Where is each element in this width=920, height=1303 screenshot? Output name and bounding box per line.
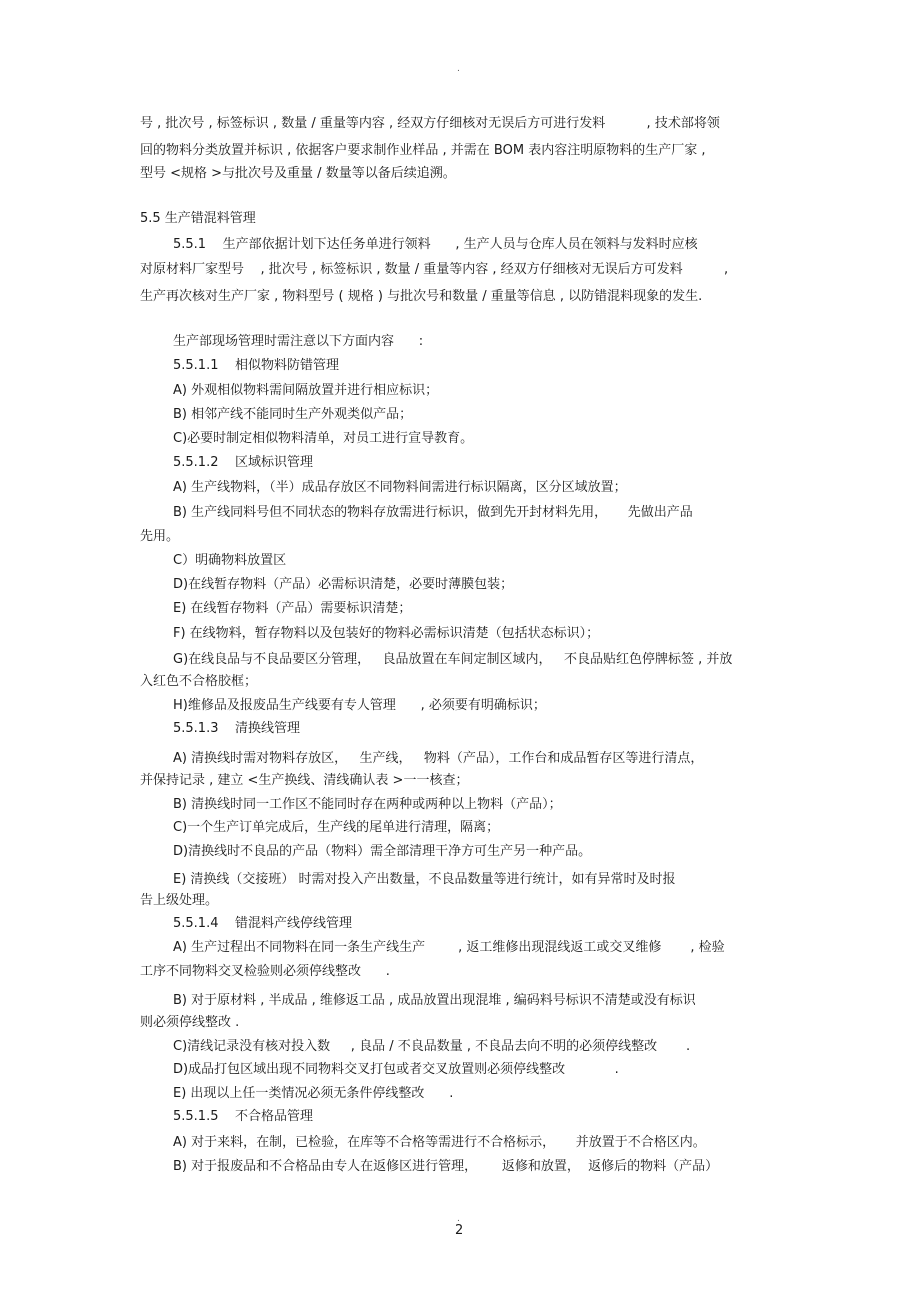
subsection-heading: 5.5.1.4 错混料产线停线管理	[173, 916, 353, 931]
subsection-heading: 5.5.1.5 不合格品管理	[173, 1109, 314, 1124]
list-item: G)在线良品与不良品要区分管理， 良品放置在车间定制区域内， 不良品贴红色停牌标签 , 并放	[173, 652, 733, 667]
text-line: 则必须停线整改 .	[140, 1015, 240, 1030]
list-item: E) 出现以上任一类情况必须无条件停线整改 .	[173, 1086, 454, 1101]
text-line: 生产部现场管理时需注意以下方面内容 :	[173, 334, 424, 349]
text-line: 生产再次核对生产厂家 , 物料型号 ( 规格 ) 与批次号和数量 / 重量等信息 , 以防错混料现象的发生.	[140, 289, 703, 304]
subsection-heading: 5.5.1.2 区域标识管理	[173, 455, 314, 470]
subsection-heading: 5.5.1.3 清换线管理	[173, 721, 301, 736]
list-item: H)维修品及报废品生产线要有专人管理 , 必须要有明确标识；	[173, 698, 546, 713]
list-item: B) 相邻产线不能同时生产外观类似产品；	[173, 407, 413, 422]
list-item: E) 在线暂存物料（产品）需要标识清楚；	[173, 601, 412, 616]
list-item: C）明确物料放置区	[173, 553, 287, 568]
text-line: 号 , 批次号 , 标签标识 , 数量 / 重量等内容 , 经双方仔细核对无误后方可进行发料 , 技术部将领	[140, 116, 720, 131]
footer-mark: .	[457, 1214, 460, 1224]
text-line: 型号 <规格 >与批次号及重量 / 数量等以备后续追溯。	[140, 166, 456, 181]
subsection-heading: 5.5.1.1 相似物料防错管理	[173, 358, 340, 373]
text-line: 先用。	[140, 529, 180, 544]
list-item: A) 外观相似物料需间隔放置并进行相应标识；	[173, 383, 439, 398]
list-item: E) 清换线（交接班） 时需对投入产出数量，不良品数量等进行统计，如有异常时及时报	[173, 872, 676, 887]
list-item: B) 对于报废品和不合格品由专人在返修区进行管理， 返修和放置， 返修后的物料（产品）	[173, 1159, 719, 1174]
page-number: 2	[455, 1223, 464, 1238]
text-line: 5.5.1 生产部依据计划下达任务单进行领料 , 生产人员与仓库人员在领料与发料时应核	[173, 237, 698, 252]
list-item: C)必要时制定相似物料清单，对员工进行宣导教育。	[173, 431, 474, 446]
text-line: 回的物料分类放置并标识 , 依据客户要求制作业样品 , 并需在 BOM 表内容注明原物料的生产厂家 ,	[140, 143, 706, 158]
header-mark: .	[457, 64, 460, 74]
text-line: 并保持记录 , 建立 <生产换线、清线确认表 >一一核查；	[140, 773, 469, 788]
section-heading: 5.5 生产错混料管理	[140, 211, 256, 226]
list-item: D)成品打包区域出现不同物料交叉打包或者交叉放置则必须停线整改 .	[173, 1062, 619, 1077]
list-item: A) 对于来料，在制，已检验，在库等不合格等需进行不合格标示， 并放置于不合格区内。	[173, 1135, 706, 1150]
list-item: D)在线暂存物料（产品）必需标识清楚，必要时薄膜包装；	[173, 577, 514, 592]
list-item: F) 在线物料，暂存物料以及包装好的物料必需标识清楚（包括状态标识）；	[173, 626, 600, 641]
list-item: D)清换线时不良品的产品（物料）需全部清理干净方可生产另一种产品。	[173, 844, 592, 859]
text-line: 告上级处理。	[140, 893, 219, 908]
list-item: B) 生产线同料号但不同状态的物料存放需进行标识，做到先开封材料先用， 先做出产品	[173, 505, 693, 520]
list-item: A) 生产线物料，（半）成品存放区不同物料间需进行标识隔离，区分区域放置；	[173, 480, 627, 495]
list-item: A) 生产过程出不同物料在同一条生产线生产 , 返工维修出现混线返工或交叉维修 , 检验	[173, 940, 725, 955]
text-line: 工序不同物料交叉检验则必须停线整改 .	[140, 964, 390, 979]
text-line: 入红色不合格胶框；	[140, 674, 258, 689]
list-item: B) 对于原材料 , 半成品 , 维修返工品 , 成品放置出现混堆 , 编码料号标识不清楚或没有标识	[173, 993, 696, 1008]
list-item: A) 清换线时需对物料存放区， 生产线， 物料（产品），工作台和成品暂存区等进行清点，	[173, 751, 704, 766]
text-line: 对原材料厂家型号 , 批次号 , 标签标识 , 数量 / 重量等内容 , 经双方仔细核对无误后方可发料 ,	[140, 262, 729, 277]
list-item: C)一个生产订单完成后，生产线的尾单进行清理，隔离；	[173, 820, 500, 835]
list-item: C)清线记录没有核对投入数 , 良品 / 不良品数量 , 不良品去向不明的必须停线整改 .	[173, 1039, 691, 1054]
list-item: B) 清换线时同一工作区不能同时存在两种或两种以上物料（产品）；	[173, 797, 562, 812]
